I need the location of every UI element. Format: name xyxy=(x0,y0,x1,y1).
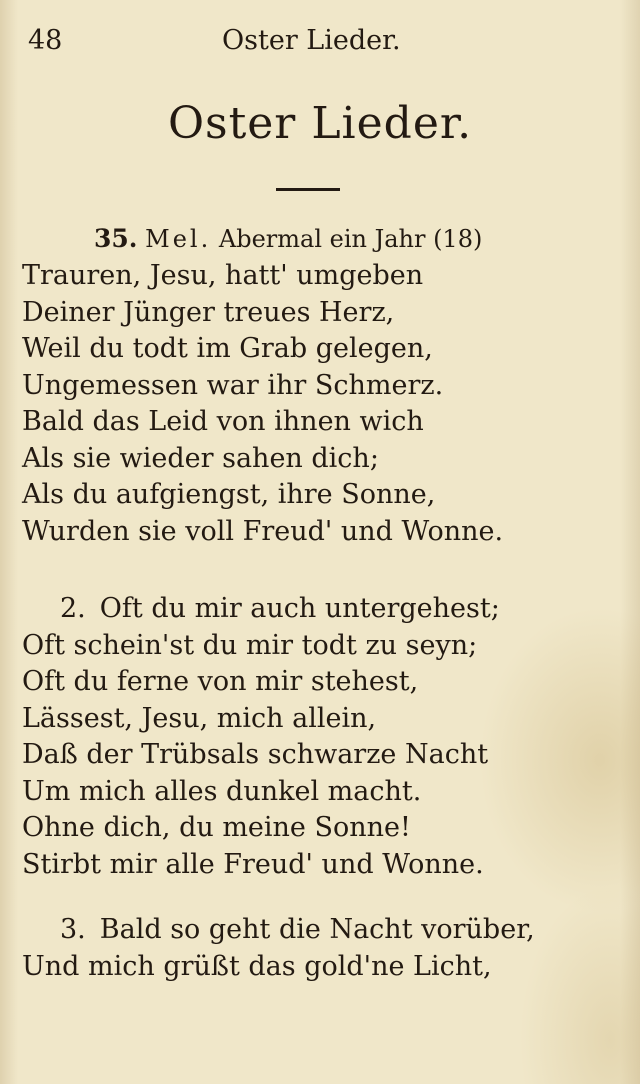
verse-line-text: Bald so geht die Nacht vorüber, xyxy=(99,914,535,945)
melody-label: Mel. xyxy=(145,225,212,253)
verse-line: Trauren, Jesu, hatt' umgeben xyxy=(22,260,424,291)
verse-line: Um mich alles dunkel macht. xyxy=(22,775,422,807)
verse-line-text: Oft du mir auch untergehest; xyxy=(99,593,500,624)
verse-line: Daß der Trübsals schwarze Nacht xyxy=(22,739,489,770)
stanza-1 xyxy=(22,258,503,550)
verse-line: Als du aufgiengst, ihre Sonne, xyxy=(22,479,436,510)
verse-line-first xyxy=(22,591,500,628)
verse-line: Lässest, Jesu, mich allein, xyxy=(22,702,377,734)
verse-line: Weil du todt im Grab gelegen, xyxy=(22,333,433,364)
verse-number: 2. xyxy=(60,593,86,624)
page-number: 48 xyxy=(28,25,63,56)
verse-line: Als sie wieder sahen dich; xyxy=(22,442,379,474)
melody-name: Abermal ein Jahr (18) xyxy=(218,225,483,253)
hymn-heading xyxy=(94,224,482,254)
hymn-number: 35. xyxy=(94,224,138,253)
running-head: Oster Lieder. xyxy=(222,25,401,56)
section-title: Oster Lieder. xyxy=(167,98,473,149)
verse-number: 3. xyxy=(60,914,86,945)
verse-line: Oft du ferne von mir stehest, xyxy=(22,666,419,697)
stanza-3 xyxy=(22,912,535,985)
verse-line-first xyxy=(22,912,535,949)
title-divider xyxy=(276,188,340,191)
verse-line: Ungemessen war ihr Schmerz. xyxy=(22,369,444,401)
verse-line: Wurden sie voll Freud' und Wonne. xyxy=(22,515,504,547)
verse-line: Ohne dich, du meine Sonne! xyxy=(22,812,411,843)
verse-line: Deiner Jünger treues Herz, xyxy=(22,296,395,328)
stanza-2 xyxy=(22,591,500,883)
verse-line: Bald das Leid von ihnen wich xyxy=(22,406,424,437)
verse-line: Oft schein'st du mir todt zu seyn; xyxy=(22,629,478,661)
verse-line: Und mich grüßt das gold'ne Licht, xyxy=(22,950,492,982)
verse-line: Stirbt mir alle Freud' und Wonne. xyxy=(22,848,484,880)
